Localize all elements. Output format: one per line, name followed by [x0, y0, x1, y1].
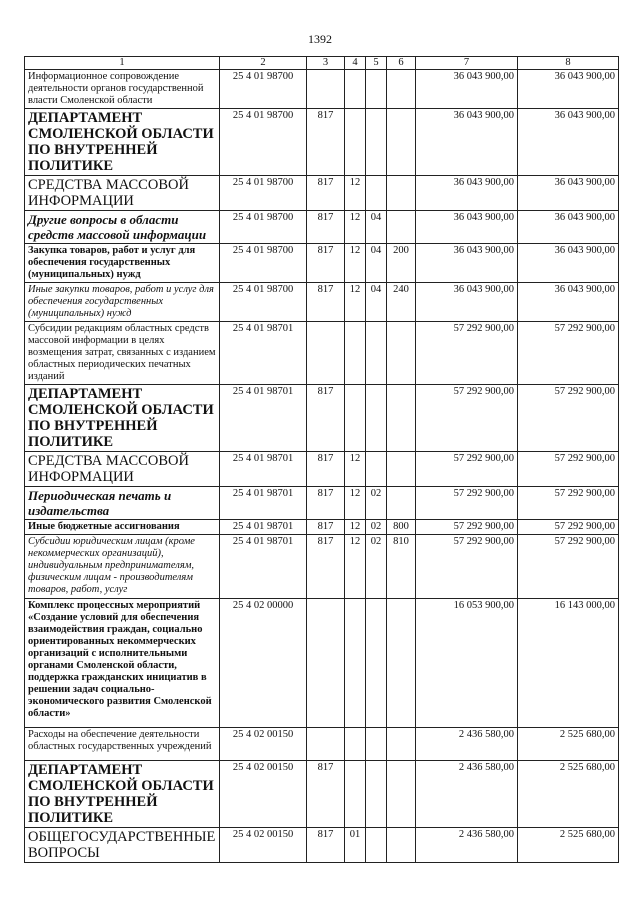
- table-row: [25, 322, 619, 385]
- table-row: [25, 452, 619, 487]
- row-section-code: 01: [345, 828, 366, 863]
- row-amount-col8: 57 292 900,00: [518, 520, 619, 535]
- row-expense-type: [387, 761, 416, 828]
- row-target-code: 25 4 01 98700: [220, 176, 307, 211]
- header-cell-8: 8: [518, 57, 619, 70]
- row-department-code: 817: [307, 761, 345, 828]
- budget-table: [24, 56, 619, 863]
- table-row: [25, 761, 619, 828]
- row-amount-col8: 36 043 900,00: [518, 109, 619, 176]
- row-subsection-code: 04: [366, 283, 387, 322]
- table-row: [25, 828, 619, 863]
- table-row: [25, 599, 619, 728]
- table-row: [25, 487, 619, 520]
- row-subsection-code: 02: [366, 535, 387, 599]
- row-amount-col8: 2 525 680,00: [518, 828, 619, 863]
- row-subsection-code: [366, 599, 387, 728]
- row-section-code: 12: [345, 487, 366, 520]
- row-subsection-code: [366, 728, 387, 761]
- row-target-code: 25 4 01 98701: [220, 385, 307, 452]
- row-section-code: 12: [345, 176, 366, 211]
- header-cell-2: 2: [220, 57, 307, 70]
- row-amount-col7: 36 043 900,00: [416, 211, 518, 244]
- table-row: [25, 385, 619, 452]
- row-amount-col8: 57 292 900,00: [518, 535, 619, 599]
- row-expense-type: 800: [387, 520, 416, 535]
- row-section-code: 12: [345, 452, 366, 487]
- row-name: ДЕПАРТАМЕНТ СМОЛЕНСКОЙ ОБЛАСТИ ПО ВНУТРЕННЕЙ ПОЛИТИКЕ: [25, 761, 220, 828]
- row-name: Другие вопросы в области средств массовой информации: [25, 211, 220, 244]
- row-department-code: 817: [307, 828, 345, 863]
- row-target-code: 25 4 02 00150: [220, 828, 307, 863]
- row-target-code: 25 4 01 98701: [220, 322, 307, 385]
- row-expense-type: 240: [387, 283, 416, 322]
- header-cell-1: 1: [25, 57, 220, 70]
- header-cell-5: 5: [366, 57, 387, 70]
- table-row: [25, 728, 619, 761]
- row-department-code: 817: [307, 109, 345, 176]
- row-subsection-code: [366, 385, 387, 452]
- row-amount-col8: 36 043 900,00: [518, 244, 619, 283]
- table-row: [25, 176, 619, 211]
- row-department-code: [307, 322, 345, 385]
- row-expense-type: 810: [387, 535, 416, 599]
- row-name: Закупка товаров, работ и услуг для обеспечения государственных (муниципальных) нужд: [25, 244, 220, 283]
- row-name: Информационное сопровождение деятельности органов государственной власти Смоленской области: [25, 70, 220, 109]
- row-amount-col7: 57 292 900,00: [416, 452, 518, 487]
- row-subsection-code: [366, 828, 387, 863]
- row-section-code: 12: [345, 535, 366, 599]
- row-amount-col7: 57 292 900,00: [416, 322, 518, 385]
- row-name: Комплекс процессных мероприятий «Создание условий для обеспечения взаимодействия граждан, социально ориентированных некоммерческих организаций с исполнительными органами Смоленской области, поддержка гражданских инициатив в решении задач социально-экономического развития Смоленской области»: [25, 599, 220, 728]
- row-amount-col7: 57 292 900,00: [416, 487, 518, 520]
- row-amount-col8: 57 292 900,00: [518, 452, 619, 487]
- row-amount-col8: 2 525 680,00: [518, 728, 619, 761]
- row-department-code: 817: [307, 176, 345, 211]
- row-expense-type: [387, 322, 416, 385]
- row-amount-col7: 16 053 900,00: [416, 599, 518, 728]
- row-name: Субсидии юридическим лицам (кроме некоммерческих организаций), индивидуальным предпринимателям, физическим лицам - производителям товаров, работ, услуг: [25, 535, 220, 599]
- row-department-code: 817: [307, 487, 345, 520]
- row-name: Иные бюджетные ассигнования: [25, 520, 220, 535]
- row-expense-type: [387, 211, 416, 244]
- row-section-code: [345, 728, 366, 761]
- row-name: СРЕДСТВА МАССОВОЙ ИНФОРМАЦИИ: [25, 452, 220, 487]
- row-department-code: [307, 728, 345, 761]
- row-subsection-code: [366, 176, 387, 211]
- row-expense-type: [387, 385, 416, 452]
- row-section-code: [345, 385, 366, 452]
- row-subsection-code: [366, 109, 387, 176]
- row-department-code: 817: [307, 244, 345, 283]
- row-amount-col8: 57 292 900,00: [518, 385, 619, 452]
- row-target-code: 25 4 01 98700: [220, 283, 307, 322]
- table-row: [25, 109, 619, 176]
- row-amount-col7: 57 292 900,00: [416, 535, 518, 599]
- row-name: ОБЩЕГОСУДАРСТВЕННЫЕ ВОПРОСЫ: [25, 828, 220, 863]
- row-amount-col7: 57 292 900,00: [416, 520, 518, 535]
- row-section-code: [345, 109, 366, 176]
- row-department-code: [307, 70, 345, 109]
- row-subsection-code: 04: [366, 211, 387, 244]
- row-name: Субсидии редакциям областных средств массовой информации в целях возмещения затрат, связанных с изданием областных периодических печатных изданий: [25, 322, 220, 385]
- row-section-code: 12: [345, 520, 366, 535]
- row-section-code: [345, 70, 366, 109]
- row-name: ДЕПАРТАМЕНТ СМОЛЕНСКОЙ ОБЛАСТИ ПО ВНУТРЕННЕЙ ПОЛИТИКЕ: [25, 385, 220, 452]
- row-amount-col8: 57 292 900,00: [518, 487, 619, 520]
- row-target-code: 25 4 01 98700: [220, 211, 307, 244]
- row-department-code: 817: [307, 385, 345, 452]
- row-subsection-code: [366, 452, 387, 487]
- row-target-code: 25 4 01 98700: [220, 70, 307, 109]
- row-section-code: [345, 322, 366, 385]
- row-subsection-code: [366, 322, 387, 385]
- row-target-code: 25 4 01 98701: [220, 487, 307, 520]
- row-amount-col8: 36 043 900,00: [518, 211, 619, 244]
- table-row: [25, 283, 619, 322]
- row-expense-type: [387, 70, 416, 109]
- row-section-code: 12: [345, 244, 366, 283]
- row-expense-type: [387, 109, 416, 176]
- row-subsection-code: 04: [366, 244, 387, 283]
- row-amount-col7: 36 043 900,00: [416, 109, 518, 176]
- row-amount-col7: 2 436 580,00: [416, 728, 518, 761]
- row-amount-col8: 2 525 680,00: [518, 761, 619, 828]
- table-row: [25, 70, 619, 109]
- row-section-code: [345, 761, 366, 828]
- row-amount-col7: 36 043 900,00: [416, 283, 518, 322]
- row-name: Расходы на обеспечение деятельности областных государственных учреждений: [25, 728, 220, 761]
- row-target-code: 25 4 01 98701: [220, 452, 307, 487]
- row-amount-col7: 2 436 580,00: [416, 828, 518, 863]
- row-name: Иные закупки товаров, работ и услуг для обеспечения государственных (муниципальных) нужд: [25, 283, 220, 322]
- header-cell-7: 7: [416, 57, 518, 70]
- row-department-code: [307, 599, 345, 728]
- table-row: [25, 520, 619, 535]
- row-section-code: 12: [345, 211, 366, 244]
- page-number: 1392: [308, 32, 332, 46]
- row-expense-type: [387, 176, 416, 211]
- row-target-code: 25 4 01 98701: [220, 520, 307, 535]
- table-row: [25, 244, 619, 283]
- row-target-code: 25 4 02 00000: [220, 599, 307, 728]
- header-cell-4: 4: [345, 57, 366, 70]
- row-target-code: 25 4 02 00150: [220, 728, 307, 761]
- row-expense-type: [387, 452, 416, 487]
- row-expense-type: [387, 728, 416, 761]
- row-subsection-code: 02: [366, 520, 387, 535]
- row-amount-col8: 36 043 900,00: [518, 283, 619, 322]
- table-row: [25, 535, 619, 599]
- row-expense-type: [387, 487, 416, 520]
- row-amount-col7: 36 043 900,00: [416, 176, 518, 211]
- row-expense-type: [387, 828, 416, 863]
- row-subsection-code: [366, 70, 387, 109]
- row-department-code: 817: [307, 535, 345, 599]
- table-row: [25, 211, 619, 244]
- row-amount-col8: 16 143 000,00: [518, 599, 619, 728]
- row-amount-col7: 2 436 580,00: [416, 761, 518, 828]
- row-name: Периодическая печать и издательства: [25, 487, 220, 520]
- row-amount-col8: 57 292 900,00: [518, 322, 619, 385]
- row-section-code: [345, 599, 366, 728]
- row-name: ДЕПАРТАМЕНТ СМОЛЕНСКОЙ ОБЛАСТИ ПО ВНУТРЕННЕЙ ПОЛИТИКЕ: [25, 109, 220, 176]
- header-row: [25, 57, 619, 70]
- row-subsection-code: [366, 761, 387, 828]
- row-amount-col8: 36 043 900,00: [518, 70, 619, 109]
- row-target-code: 25 4 01 98700: [220, 244, 307, 283]
- header-cell-3: 3: [307, 57, 345, 70]
- row-amount-col7: 57 292 900,00: [416, 385, 518, 452]
- row-amount-col7: 36 043 900,00: [416, 70, 518, 109]
- row-section-code: 12: [345, 283, 366, 322]
- row-expense-type: 200: [387, 244, 416, 283]
- row-subsection-code: 02: [366, 487, 387, 520]
- row-department-code: 817: [307, 211, 345, 244]
- row-expense-type: [387, 599, 416, 728]
- row-name: СРЕДСТВА МАССОВОЙ ИНФОРМАЦИИ: [25, 176, 220, 211]
- row-target-code: 25 4 01 98701: [220, 535, 307, 599]
- row-amount-col8: 36 043 900,00: [518, 176, 619, 211]
- row-target-code: 25 4 02 00150: [220, 761, 307, 828]
- row-department-code: 817: [307, 520, 345, 535]
- row-target-code: 25 4 01 98700: [220, 109, 307, 176]
- header-cell-6: 6: [387, 57, 416, 70]
- row-department-code: 817: [307, 283, 345, 322]
- row-department-code: 817: [307, 452, 345, 487]
- row-amount-col7: 36 043 900,00: [416, 244, 518, 283]
